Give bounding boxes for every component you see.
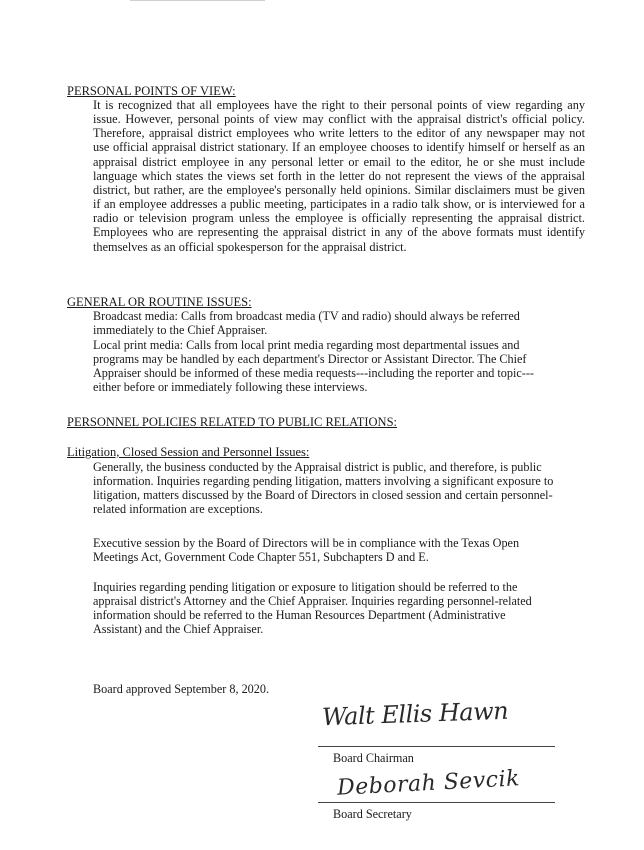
litigation-paragraph-2	[93, 536, 585, 564]
text-line: immediately to the Chief Appraiser.	[93, 323, 268, 338]
print-media-paragraph	[93, 338, 585, 394]
text-line: information. Inquiries regarding pending litigation, matters involving a significant exposure to	[93, 474, 554, 489]
secretary-signature: Deborah Sevcik	[336, 766, 521, 801]
approval-date: Board approved September 8, 2020.	[93, 682, 269, 696]
litigation-heading: Litigation, Closed Session and Personnel Issues:	[67, 445, 310, 459]
litigation-paragraph-3	[93, 580, 585, 636]
text-line: information should be referred to the Human Resources Department (Administrative	[93, 608, 506, 623]
text-line: litigation, matters discussed by the Board of Directors in closed session and certain personnel-	[93, 488, 553, 503]
text-line: Assistant) and the Chief Appraiser.	[93, 622, 264, 637]
text-line: Broadcast media: Calls from broadcast media (TV and radio) should always be referred	[93, 309, 520, 323]
chairman-signature-line	[318, 746, 555, 747]
scan-edge-line	[130, 0, 265, 1]
text-line: Appraiser should be informed of these media requests---including the reporter and topic---	[93, 366, 534, 381]
chairman-signature: Walt Ellis Hawn	[321, 696, 509, 732]
litigation-paragraph-1	[93, 460, 585, 516]
general-issues-heading: GENERAL OR ROUTINE ISSUES:	[67, 295, 252, 309]
text-line: programs may be handled by each department's Director or Assistant Director. The Chief	[93, 352, 527, 367]
text-line: Executive session by the Board of Directors will be in compliance with the Texas Open	[93, 536, 520, 550]
broadcast-media-paragraph	[93, 309, 585, 337]
text-line: related information are exceptions.	[93, 502, 263, 517]
personnel-policies-heading: PERSONNEL POLICIES RELATED TO PUBLIC RELATIONS:	[67, 415, 397, 429]
secretary-signature-line	[318, 802, 555, 803]
text-line: either before or immediately following these interviews.	[93, 380, 368, 395]
secretary-title: Board Secretary	[333, 807, 412, 821]
chairman-title: Board Chairman	[333, 751, 414, 765]
text-line: Local print media: Calls from local print media regarding most departmental issues and	[93, 338, 520, 352]
personal-points-heading: PERSONAL POINTS OF VIEW:	[67, 84, 236, 98]
text-line: Inquiries regarding pending litigation or exposure to litigation should be referred to the	[93, 580, 518, 594]
text-line: Generally, the business conducted by the Appraisal district is public, and therefore, is public	[93, 460, 542, 474]
text-line: appraisal district's Attorney and the Chief Appraiser. Inquiries regarding personnel-related	[93, 594, 532, 609]
text-line: Meetings Act, Government Code Chapter 551, Subchapters D and E.	[93, 550, 429, 565]
personal-points-body: It is recognized that all employees have the right to their personal points of view regarding any issue. However, personal points of view may conflict with the appraisal district's official policy. Therefore, appraisal district employees who write letters to the editor of any newspaper may not use official appraisal district stationary. If an employee chooses to identify himself or herself as an appraisal district employee in any personal letter or email to the editor, he or she must include language which states the views set forth in the letter do not represent the views of the appraisal district, but rather, are the employee's personally held opinions. Similar disclaimers must be given if an employee addresses a public meeting, participates in a radio talk show, or is interviewed for a radio or television program unless the employee is officially representing the appraisal district. Employees who are representing the appraisal district in any of the above formats must identify themselves as an official spokesperson for the appraisal district.	[93, 98, 585, 254]
